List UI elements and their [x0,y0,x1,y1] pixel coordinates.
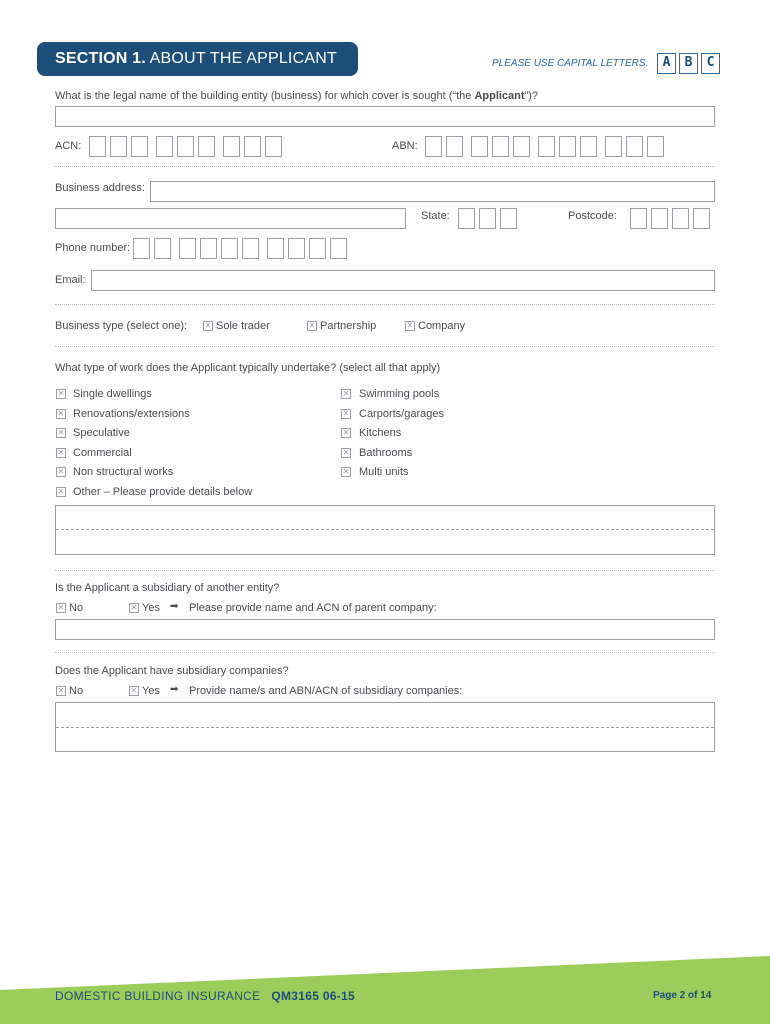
work-type-checkbox[interactable]: ✕ [57,467,65,476]
business-address-field-line1[interactable] [150,181,715,202]
divider [55,304,715,305]
subsidiary-companies-field[interactable] [55,702,715,752]
work-type-checkbox[interactable]: ✕ [342,428,350,437]
work-type-checkbox[interactable]: ✕ [57,389,65,398]
work-type-checkbox[interactable]: ✕ [57,486,65,496]
abn-cell[interactable] [492,136,509,157]
acn-label: ACN: [55,140,82,152]
business-address-label: Business address: [55,182,145,194]
arrow-right-icon: ➡ [170,601,179,612]
phone-cell[interactable] [200,238,217,259]
postcode-cell[interactable] [651,208,668,229]
acn-cell[interactable] [110,136,127,157]
capital-letters-note: PLEASE USE CAPITAL LETTERS. [492,58,649,69]
work-type-checkbox[interactable]: ✕ [342,447,350,457]
work-type-option-label: Speculative [73,427,130,439]
phone-cell[interactable] [330,238,347,259]
state-label: State: [421,210,450,222]
capital-example-a: A [657,53,676,74]
other-details-field[interactable] [55,505,715,555]
abn-cell[interactable] [538,136,555,157]
divider [55,652,715,653]
work-type-option-label: Renovations/extensions [73,407,190,420]
email-field[interactable] [91,270,715,291]
divider [55,570,715,571]
subsidiary-of-question: Is the Applicant a subsidiary of another entity? [55,582,280,594]
divider [55,166,715,167]
subsidiary-of-yes-checkbox[interactable]: ✕ [130,603,138,612]
legal-name-question-bold: Applicant [474,90,525,102]
subsidiary-of-no-checkbox[interactable]: ✕ [57,603,65,612]
abn-cell[interactable] [446,136,463,157]
postcode-label: Postcode: [568,210,617,222]
subsidiary-of-yes-label: Yes [142,602,160,614]
state-cell[interactable] [458,208,475,229]
state-cell[interactable] [500,208,517,229]
parent-company-instruction: Please provide name and ACN of parent company: [189,602,437,614]
postcode-cell[interactable] [672,208,689,229]
work-type-checkbox[interactable]: ✕ [342,467,350,476]
postcode-cell[interactable] [693,208,710,229]
business-address-field-line2[interactable] [55,208,406,229]
sole-trader-label: Sole trader [216,320,270,332]
work-type-checkbox[interactable]: ✕ [342,389,350,398]
work-type-checkbox[interactable]: ✕ [57,408,65,418]
partnership-checkbox[interactable]: ✕ [308,321,316,330]
field-dashed-line [56,529,714,530]
acn-cell[interactable] [177,136,194,157]
section-number: SECTION 1. [55,50,146,67]
work-type-option-label: Single dwellings [73,388,152,400]
legal-name-question-suffix: ”)? [524,90,539,102]
partnership-label: Partnership [320,320,377,332]
section-title: ABOUT THE APPLICANT [149,50,337,67]
arrow-right-icon: ➡ [170,684,179,695]
has-subsidiaries-no-label: No [69,685,84,697]
acn-cell[interactable] [265,136,282,157]
work-type-option-label: Bathrooms [359,446,413,459]
phone-cell[interactable] [288,238,305,259]
footer-title-text: DOMESTIC BUILDING INSURANCE [55,989,261,1003]
abn-cell[interactable] [513,136,530,157]
acn-cell[interactable] [89,136,106,157]
footer-code: QM3165 06-15 [271,989,356,1003]
abn-cell[interactable] [647,136,664,157]
field-dashed-line [56,727,714,728]
phone-label: Phone number: [55,242,131,254]
company-label: Company [418,320,466,332]
work-type-option-label: Other – Please provide details below [73,485,253,498]
phone-cell[interactable] [133,238,150,259]
phone-cell[interactable] [309,238,326,259]
work-type-question: What type of work does the Applicant typically undertake? (select all that apply) [55,362,441,374]
phone-cell[interactable] [221,238,238,259]
subsidiary-companies-instruction: Provide name/s and ABN/ACN of subsidiary companies: [189,685,463,697]
work-type-option-label: Multi units [359,466,409,478]
abn-cell[interactable] [626,136,643,157]
work-type-checkbox[interactable]: ✕ [57,447,65,457]
footer-title [55,989,355,1003]
divider [55,346,715,347]
has-subsidiaries-question: Does the Applicant have subsidiary companies? [55,665,289,677]
state-cell[interactable] [479,208,496,229]
abn-cell[interactable] [605,136,622,157]
abn-cell[interactable] [559,136,576,157]
capital-example-c: C [701,53,720,74]
abn-cell[interactable] [580,136,597,157]
has-subsidiaries-yes-label: Yes [142,685,160,697]
abn-cell[interactable] [425,136,442,157]
section-header [37,42,358,76]
acn-cell[interactable] [198,136,215,157]
phone-cell[interactable] [242,238,259,259]
capital-example-b: B [679,53,698,74]
work-type-option-label: Commercial [73,446,132,459]
work-type-option-label: Swimming pools [359,388,440,400]
abn-label: ABN: [392,140,418,152]
legal-name-question-prefix: What is the legal name of the building entity (business) for which cover is sought (“the [55,90,475,102]
phone-cell[interactable] [154,238,171,259]
work-type-option-label: Carports/garages [359,407,444,420]
abn-cell[interactable] [471,136,488,157]
has-subsidiaries-no-checkbox[interactable]: ✕ [57,686,65,695]
work-type-option-label: Non structural works [73,466,174,478]
parent-company-field[interactable] [55,619,715,640]
company-checkbox[interactable]: ✕ [406,321,414,330]
acn-cell[interactable] [156,136,173,157]
legal-name-question [55,90,538,102]
acn-cell[interactable] [244,136,261,157]
phone-cell[interactable] [179,238,196,259]
work-type-checkbox[interactable]: ✕ [57,428,65,437]
work-type-checkbox[interactable]: ✕ [342,408,350,418]
email-label: Email: [55,274,86,286]
acn-cell[interactable] [223,136,240,157]
sole-trader-checkbox[interactable]: ✕ [204,321,212,330]
legal-name-field[interactable] [55,106,715,127]
has-subsidiaries-yes-checkbox[interactable]: ✕ [130,686,138,695]
footer-page-number: Page 2 of 14 [653,990,712,1001]
work-type-option-label: Kitchens [359,427,402,439]
subsidiary-of-no-label: No [69,602,84,614]
postcode-cell[interactable] [630,208,647,229]
acn-cell[interactable] [131,136,148,157]
phone-cell[interactable] [267,238,284,259]
business-type-label: Business type (select one): [55,320,188,332]
